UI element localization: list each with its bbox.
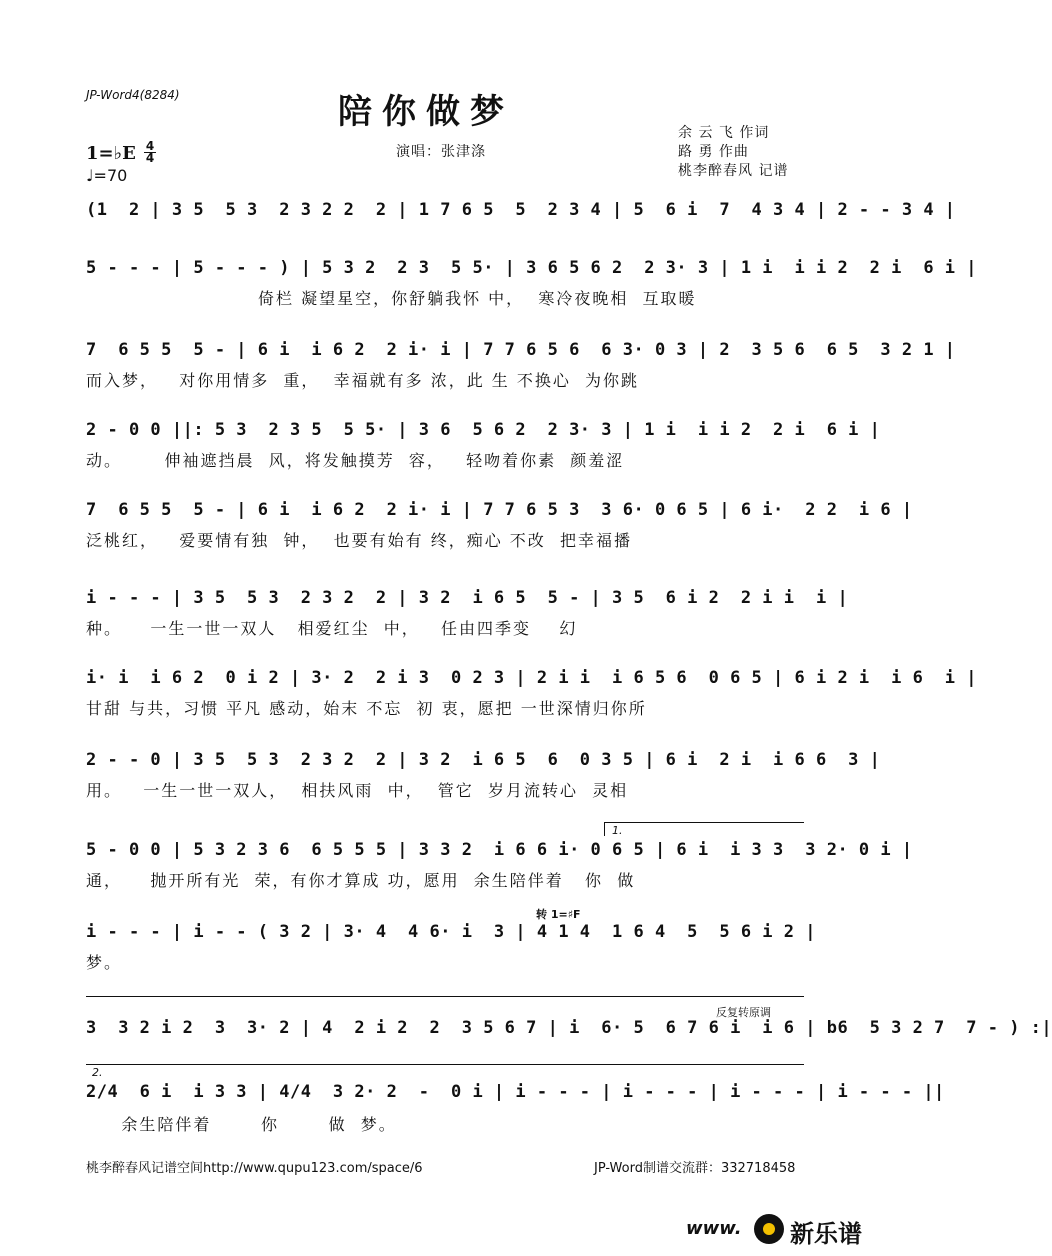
software-label: JP-Word4(8284) — [86, 88, 180, 102]
notation-line: i - - - | 3 5 5 3 2 3 2 2 | 3 2 i 6 5 5 - | 3 5 6 i 2 2 i i i | — [86, 588, 849, 608]
lyric-line: 倚栏 凝望星空，你舒躺我怀 中， 寒冷夜晚相 互取暖 — [258, 289, 697, 308]
section-rule — [86, 996, 804, 997]
score-system-11 — [86, 1018, 1052, 1048]
lyric-line: 梦。 — [86, 953, 123, 972]
singer-credit: 演唱：张津涤 — [396, 144, 486, 160]
notation-line: 2/4 6 i i 3 3 | 4/4 3 2· 2 - 0 i | i - - - | i - - - | i - - - | i - - - || — [86, 1082, 945, 1102]
site-watermark-logo — [686, 1210, 882, 1250]
song-title: 陪你做梦 — [338, 92, 514, 132]
time-signature: 4 4 — [145, 139, 155, 165]
notation-line: 5 - 0 0 | 5 3 2 3 6 6 5 5 5 | 3 3 2 i 6 6 i· 0 6 5 | 6 i i 3 3 3 2· 0 i | — [86, 840, 913, 860]
watermark-url: www. — [686, 1218, 742, 1239]
lyric-line: 种。 一生一世一双人 相爱红尘 中， 任由四季变 幻 — [86, 619, 578, 638]
notation-line: i - - - | i - - ( 3 2 | 3· 4 4 6· i 3 | 4 1 4 1 6 4 5 5 6 i 2 | — [86, 922, 816, 942]
lyric-line: 甘甜 与共，习惯 平凡 感动，始末 不忘 初 衷，愿把 一世深情归你所 — [86, 699, 647, 718]
score-system-5 — [86, 500, 913, 560]
notation-line: (1 2 | 3 5 5 3 2 3 2 2 2 | 1 7 6 5 5 2 3 4 | 5 6 i 7 4 3 4 | 2 - - 3 4 | — [86, 200, 956, 220]
score-system-12 — [86, 1082, 945, 1142]
notation-line: 2 - 0 0 ||: 5 3 2 3 5 5 5· | 3 6 5 6 2 2 3· 3 | 1 i i i 2 2 i 6 i | — [86, 420, 881, 440]
first-ending-bracket — [604, 822, 804, 823]
lyricist-credit: 余 云 飞 作词 — [678, 125, 770, 141]
vinyl-record-icon — [754, 1214, 784, 1244]
score-system-8 — [86, 750, 881, 810]
score-system-10 — [86, 922, 816, 982]
notation-line: 2 - - 0 | 3 5 5 3 2 3 2 2 | 3 2 i 6 5 6 0 3 5 | 6 i 2 i i 6 6 3 | — [86, 750, 881, 770]
score-system-2 — [86, 258, 977, 318]
notation-line: 7 6 5 5 5 - | 6 i i 6 2 2 i· i | 7 7 6 5 6 6 3· 0 3 | 2 3 5 6 6 5 3 2 1 | — [86, 340, 956, 360]
lyric-line: 动。 伸袖遮挡晨 风，将发触摸芳 容， 轻吻着你素 颜羞涩 — [86, 451, 625, 470]
footer-left-text: 桃李醉春风记谱空间http://www.qupu123.com/space/6 — [86, 1161, 423, 1176]
composer-credit: 路 勇 作曲 — [678, 144, 749, 160]
notation-line: 7 6 5 5 5 - | 6 i i 6 2 2 i· i | 7 7 6 5 3 3 6· 0 6 5 | 6 i· 2 2 i 6 | — [86, 500, 913, 520]
score-system-7 — [86, 668, 977, 728]
score-system-4 — [86, 420, 881, 480]
notation-line: 3 3 2 i 2 3 3· 2 | 4 2 i 2 2 3 5 6 7 | i 6· 5 6 7 6 i i 6 | b6 5 3 2 7 7 - ) :| — [86, 1018, 1052, 1038]
lyric-line: 用。 一生一世一双人， 相扶风雨 中， 管它 岁月流转心 灵相 — [86, 781, 629, 800]
lyric-line: 而入梦， 对你用情多 重， 幸福就有多 浓，此 生 不换心 为你跳 — [86, 371, 640, 390]
lyric-line: 泛桃红， 爱要情有独 钟， 也要有始有 终，痴心 不改 把幸福播 — [86, 531, 632, 550]
second-ending-bracket — [86, 1064, 804, 1065]
score-system-3 — [86, 340, 956, 400]
lyric-line: 通， 抛开所有光 荣，有你才算成 功，愿用 余生陪伴着 你 做 — [86, 871, 636, 890]
transcriber-credit: 桃李醉春风 记谱 — [678, 163, 789, 179]
author-credits — [678, 124, 788, 181]
notation-line: i· i i 6 2 0 i 2 | 3· 2 2 i 3 0 2 3 | 2 i i i 6 5 6 0 6 5 | 6 i 2 i i 6 i | — [86, 668, 977, 688]
score-system-1 — [86, 200, 956, 230]
footer-right-text: JP-Word制谱交流群：332718458 — [594, 1161, 796, 1176]
first-ending-label: 1. — [612, 824, 623, 837]
first-ending-bracket-tick — [604, 822, 605, 836]
repeat-note: 反复转原调 — [716, 1006, 771, 1019]
score-system-9 — [86, 840, 913, 900]
modulation-mark: 转 1=♯F — [536, 908, 581, 921]
tempo-mark: ♩=70 — [86, 166, 128, 185]
key-signature: 1=♭E — [86, 143, 136, 164]
watermark-name: 新乐谱 — [790, 1220, 862, 1248]
notation-line: 5 - - - | 5 - - - ) | 5 3 2 2 3 5 5· | 3 6 5 6 2 2 3· 3 | 1 i i i 2 2 i 6 i | — [86, 258, 977, 278]
score-system-6 — [86, 588, 849, 648]
lyric-line: 余生陪伴着 你 做 梦。 — [86, 1115, 397, 1134]
second-ending-label: 2. — [92, 1066, 103, 1079]
